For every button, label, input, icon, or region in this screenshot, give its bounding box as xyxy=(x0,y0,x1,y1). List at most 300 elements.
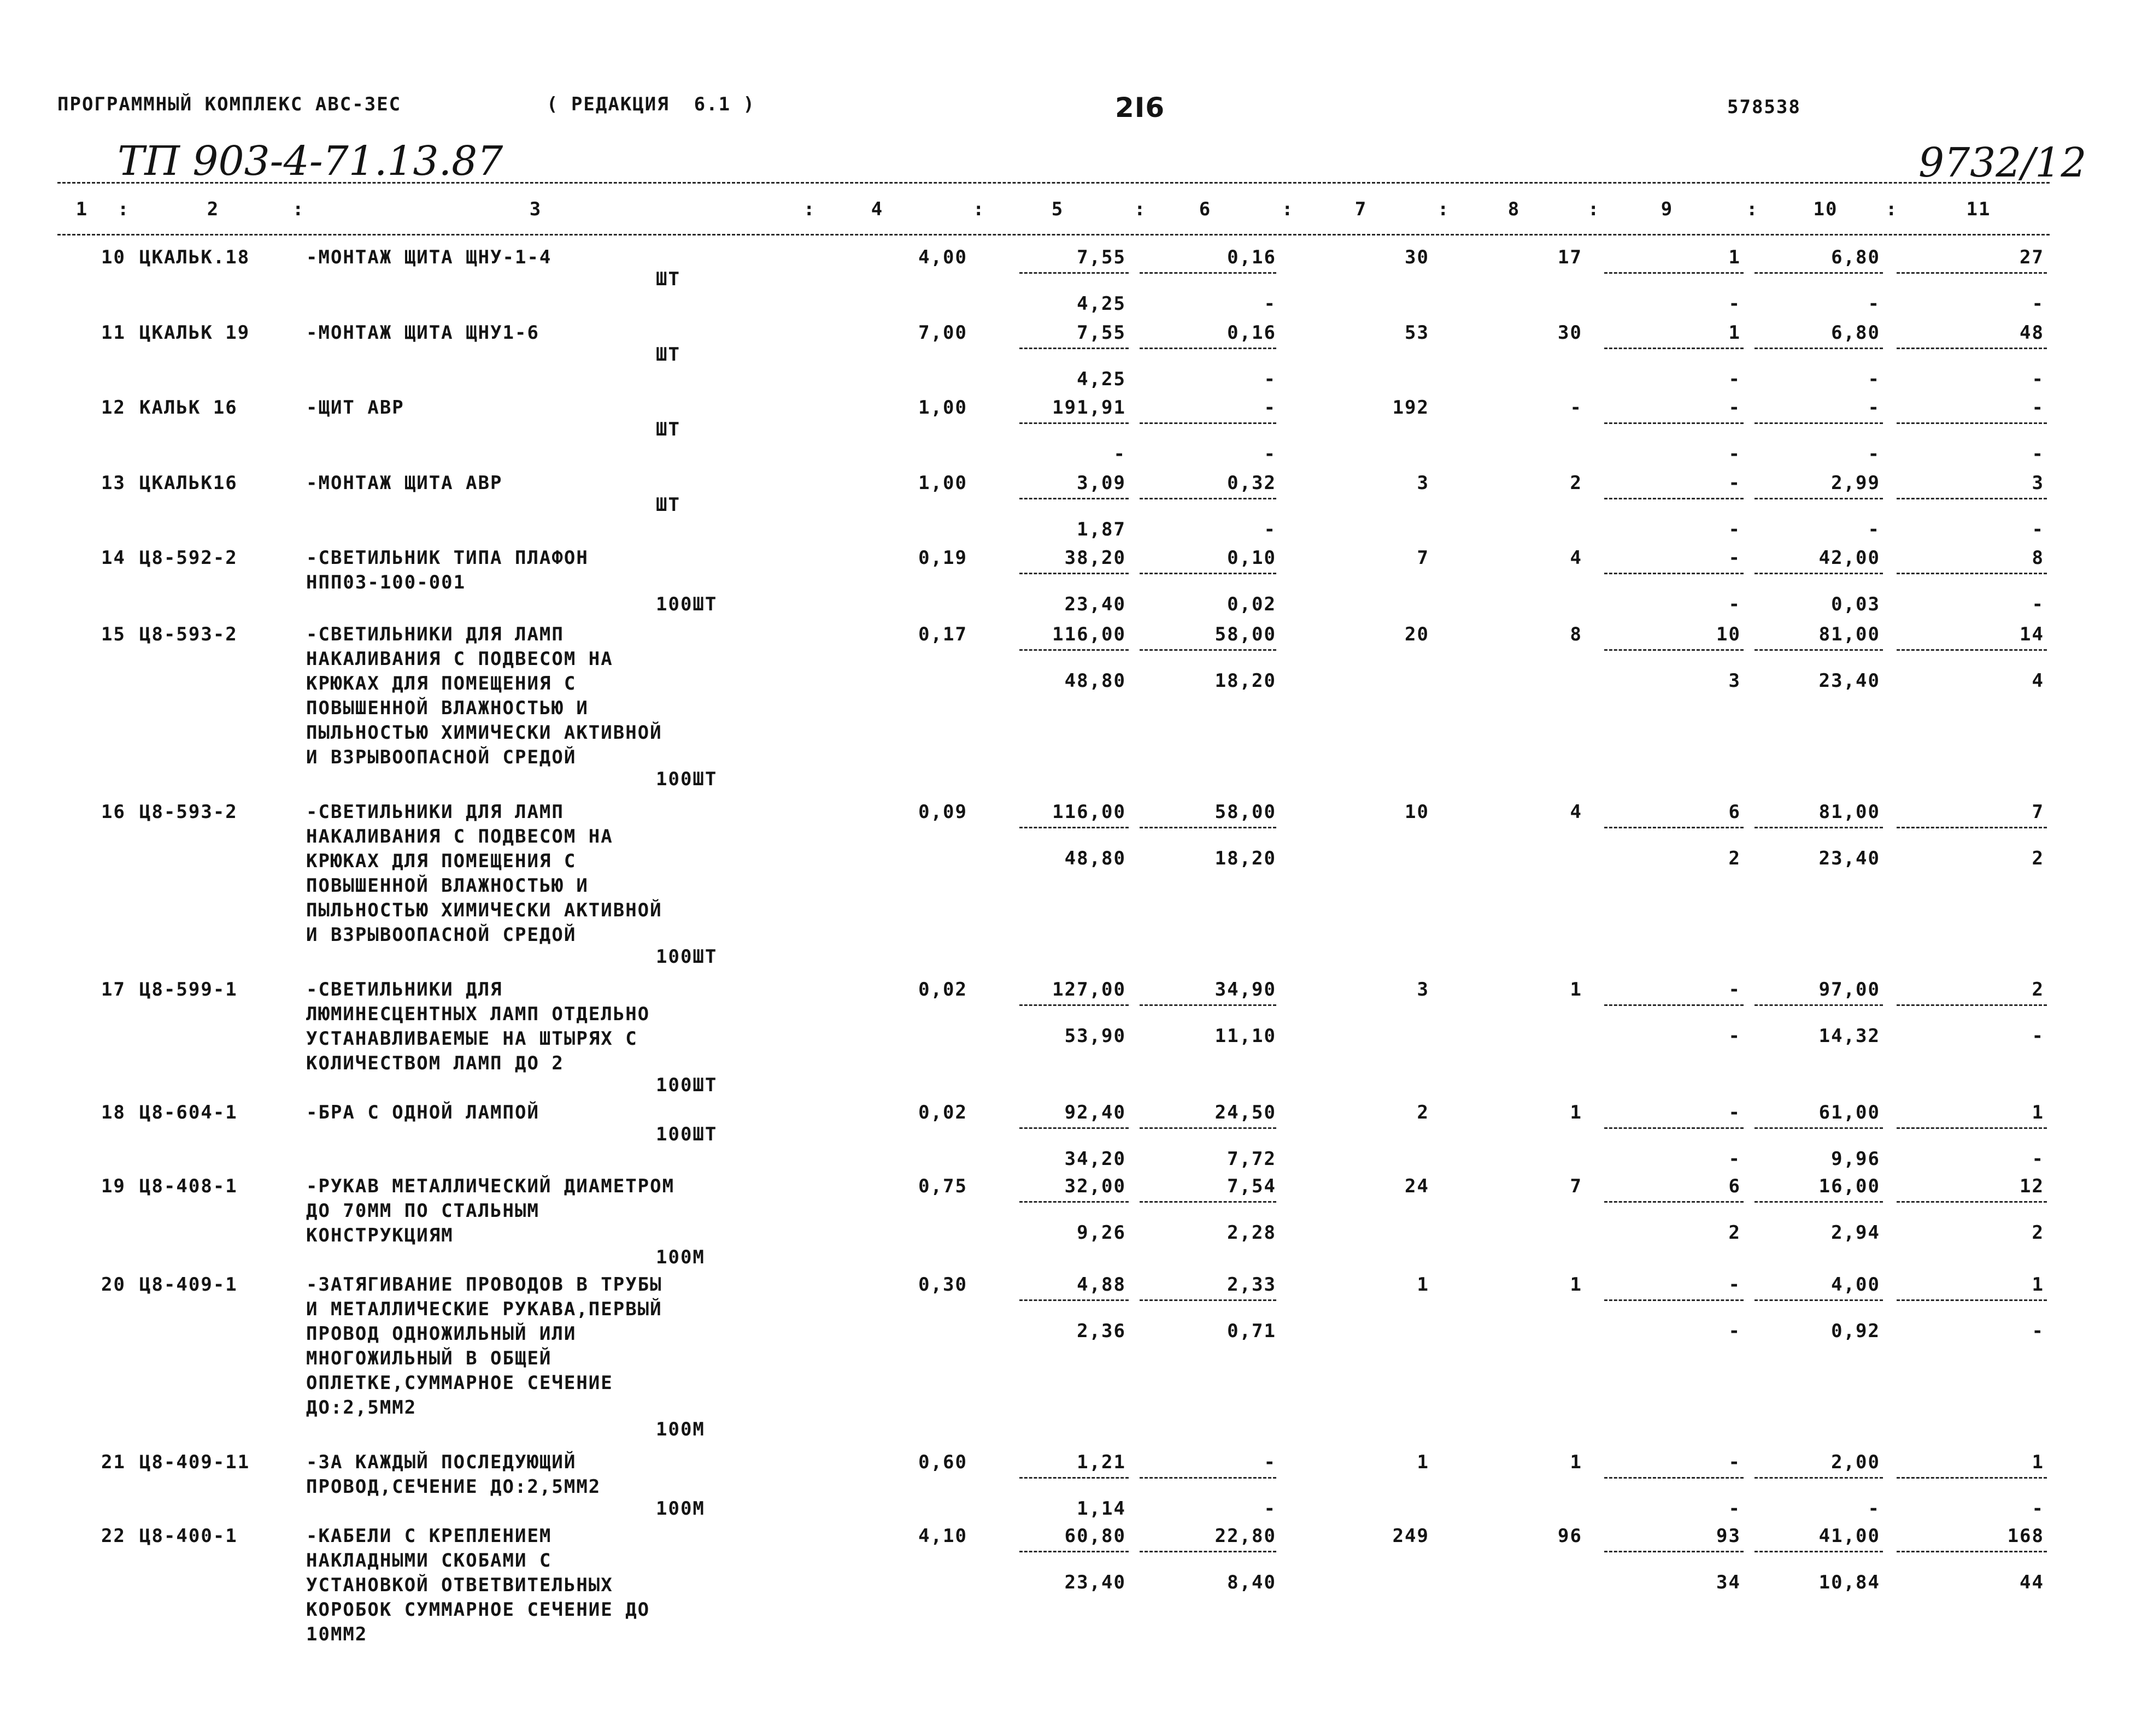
work-description: КОНСТРУКЦИЯМ xyxy=(306,1225,454,1246)
work-description: И ВЗРЫВООПАСНОЙ СРЕДОЙ xyxy=(306,746,577,768)
column-separator: : xyxy=(1282,198,1294,220)
unit-machine-wage: - xyxy=(1264,519,1276,540)
quantity: 0,60 xyxy=(918,1451,967,1473)
labour-unit: 41,00 xyxy=(1818,1525,1880,1547)
labour-cost-second: - xyxy=(1728,1320,1741,1342)
work-description: УСТАНАВЛИВАЕМЫЕ НА ШТЫРЯХ С xyxy=(306,1028,638,1050)
quantity: 1,00 xyxy=(918,472,967,494)
labour-unit: 61,00 xyxy=(1818,1102,1880,1123)
unit-cost: 4,88 xyxy=(1077,1274,1126,1296)
total-machine-cost: 2 xyxy=(1570,472,1582,494)
labour-unit-second: 23,40 xyxy=(1818,848,1880,869)
labour-separator xyxy=(1755,1127,1883,1129)
cost-separator xyxy=(1140,649,1276,651)
labour-separator xyxy=(1604,1299,1744,1301)
unit-cost: 191,91 xyxy=(1052,397,1126,419)
work-description: ПРОВОД,СЕЧЕНИЕ ДО:2,5ММ2 xyxy=(306,1476,601,1498)
total-cost: 10 xyxy=(1405,801,1429,823)
quantity: 0,19 xyxy=(918,547,967,569)
work-description: ПОВЫШЕННОЙ ВЛАЖНОСТЬЮ И xyxy=(306,875,589,897)
quantity: 0,02 xyxy=(918,1102,967,1123)
pricing-code: ЦКАЛЬК16 xyxy=(139,472,238,494)
total-cost: 249 xyxy=(1392,1525,1429,1547)
edition: ( РЕДАКЦИЯ 6.1 ) xyxy=(547,93,755,115)
unit-cost: 7,55 xyxy=(1077,322,1126,344)
cost-separator xyxy=(1019,1299,1129,1301)
labour-separator xyxy=(1755,1004,1883,1006)
labour-separator xyxy=(1604,422,1744,424)
labour-total-second: - xyxy=(2032,443,2044,465)
labour-total: 1 xyxy=(2032,1451,2044,1473)
cost-separator xyxy=(1019,1551,1129,1552)
labour-cost-second: - xyxy=(1728,1498,1741,1520)
work-description: -ЗАТЯГИВАНИЕ ПРОВОДОВ В ТРУБЫ xyxy=(306,1274,662,1296)
unit-machine-wage: 2,28 xyxy=(1227,1222,1276,1244)
column-header-7: 7 xyxy=(1354,198,1368,220)
labour-total: 1 xyxy=(2032,1102,2044,1123)
total-machine-cost: 4 xyxy=(1570,547,1582,569)
labour-unit-second: 23,40 xyxy=(1818,670,1880,692)
labour-total: 7 xyxy=(2032,801,2044,823)
work-description: НАКАЛИВАНИЯ С ПОДВЕСОМ НА xyxy=(306,826,613,848)
labour-separator xyxy=(1755,348,1883,349)
unit-machine-cost: 7,54 xyxy=(1227,1175,1276,1197)
labour-unit: 16,00 xyxy=(1818,1175,1880,1197)
labour-separator xyxy=(1604,827,1744,828)
column-separator: : xyxy=(1588,198,1600,220)
labour-total: 1 xyxy=(2032,1274,2044,1296)
album-code: 9732/12 xyxy=(1918,139,2087,186)
cost-separator xyxy=(1019,1201,1129,1203)
quantity: 0,75 xyxy=(918,1175,967,1197)
labour-cost: 1 xyxy=(1728,246,1741,268)
unit-machine-cost: 0,16 xyxy=(1227,322,1276,344)
labour-unit: 4,00 xyxy=(1831,1274,1880,1296)
work-description: -БРА С ОДНОЙ ЛАМПОЙ xyxy=(306,1102,539,1123)
cost-separator xyxy=(1140,1299,1276,1301)
labour-separator xyxy=(1755,1201,1883,1203)
total-machine-cost: 4 xyxy=(1570,801,1582,823)
unit-cost: 32,00 xyxy=(1064,1175,1126,1197)
labour-total-second: - xyxy=(2032,1148,2044,1170)
row-number: 17 xyxy=(101,979,126,1001)
total-cost: 20 xyxy=(1405,623,1429,645)
work-description: КРЮКАХ ДЛЯ ПОМЕЩЕНИЯ С xyxy=(306,673,577,695)
labour-separator xyxy=(1755,422,1883,424)
work-description: УСТАНОВКОЙ ОТВЕТВИТЕЛЬНЫХ xyxy=(306,1574,613,1596)
cost-separator xyxy=(1019,272,1129,274)
labour-unit-second: - xyxy=(1868,368,1880,390)
labour-total-second: 2 xyxy=(2032,848,2044,869)
total-cost: 3 xyxy=(1417,979,1429,1001)
pricing-code: Ц8-592-2 xyxy=(139,547,238,569)
labour-separator xyxy=(1755,1551,1883,1552)
labour-separator xyxy=(1897,348,2047,349)
project-code: ТП 903-4-71.13.87 xyxy=(118,138,503,185)
column-header-3: 3 xyxy=(529,198,542,220)
total-cost: 24 xyxy=(1405,1175,1429,1197)
quantity: 0,09 xyxy=(918,801,967,823)
labour-unit-second: 14,32 xyxy=(1818,1025,1880,1047)
labour-separator xyxy=(1604,1551,1744,1552)
column-header-9: 9 xyxy=(1660,198,1674,220)
unit-machine-cost: 0,10 xyxy=(1227,547,1276,569)
labour-separator xyxy=(1604,573,1744,574)
unit-wage-cost: 23,40 xyxy=(1064,593,1126,615)
row-number: 20 xyxy=(101,1274,126,1296)
work-description: ПЫЛЬНОСТЬЮ ХИМИЧЕСКИ АКТИВНОЙ xyxy=(306,722,662,744)
work-description: КРЮКАХ ДЛЯ ПОМЕЩЕНИЯ С xyxy=(306,850,577,872)
work-description: -СВЕТИЛЬНИКИ ДЛЯ ЛАМП xyxy=(306,801,564,823)
cost-separator xyxy=(1019,1477,1129,1479)
unit-cost: 127,00 xyxy=(1052,979,1126,1001)
unit-wage-cost: 34,20 xyxy=(1064,1148,1126,1170)
column-separator: : xyxy=(1886,198,1898,220)
work-description: НАКАЛИВАНИЯ С ПОДВЕСОМ НА xyxy=(306,648,613,670)
labour-separator xyxy=(1897,272,2047,274)
labour-cost: 1 xyxy=(1728,322,1741,344)
document-code: 578538 xyxy=(1727,96,1801,118)
cost-separator xyxy=(1019,422,1129,424)
unit-of-measure: 100ШТ xyxy=(656,593,718,615)
pricing-code: Ц8-409-11 xyxy=(139,1451,250,1473)
labour-separator xyxy=(1897,1477,2047,1479)
unit-machine-wage: 0,71 xyxy=(1227,1320,1276,1342)
labour-total: 3 xyxy=(2032,472,2044,494)
labour-unit: 2,00 xyxy=(1831,1451,1880,1473)
labour-cost-second: - xyxy=(1728,1148,1741,1170)
unit-cost: 1,21 xyxy=(1077,1451,1126,1473)
work-description: НПП03-100-001 xyxy=(306,572,466,593)
unit-machine-wage: - xyxy=(1264,443,1276,465)
labour-cost-second: 2 xyxy=(1728,1222,1741,1244)
work-description: ДО 70ММ ПО СТАЛЬНЫМ xyxy=(306,1200,539,1222)
labour-unit-second: - xyxy=(1868,1498,1880,1520)
unit-machine-wage: 0,02 xyxy=(1227,593,1276,615)
labour-separator xyxy=(1897,1201,2047,1203)
unit-machine-wage: 18,20 xyxy=(1214,670,1276,692)
total-machine-cost: 1 xyxy=(1570,979,1582,1001)
labour-cost-second: - xyxy=(1728,593,1741,615)
labour-cost-second: - xyxy=(1728,368,1741,390)
unit-wage-cost: 1,87 xyxy=(1077,519,1126,540)
labour-cost: - xyxy=(1728,547,1741,569)
total-cost: 192 xyxy=(1392,397,1429,419)
labour-total: 14 xyxy=(2020,623,2044,645)
cost-separator xyxy=(1019,1004,1129,1006)
total-cost: 3 xyxy=(1417,472,1429,494)
unit-machine-cost: 0,32 xyxy=(1227,472,1276,494)
unit-cost: 38,20 xyxy=(1064,547,1126,569)
labour-total-second: - xyxy=(2032,293,2044,315)
column-separator: : xyxy=(973,198,985,220)
quantity: 4,10 xyxy=(918,1525,967,1547)
quantity: 0,30 xyxy=(918,1274,967,1296)
unit-machine-cost: 24,50 xyxy=(1214,1102,1276,1123)
labour-total: 2 xyxy=(2032,979,2044,1001)
labour-unit: 81,00 xyxy=(1818,623,1880,645)
column-header-2: 2 xyxy=(207,198,220,220)
work-description: ДО:2,5ММ2 xyxy=(306,1397,417,1419)
header-rule xyxy=(57,234,2050,236)
labour-total: - xyxy=(2032,397,2044,419)
labour-unit-second: 10,84 xyxy=(1818,1572,1880,1593)
unit-machine-wage: - xyxy=(1264,1498,1276,1520)
cost-separator xyxy=(1140,272,1276,274)
unit-machine-cost: 34,90 xyxy=(1214,979,1276,1001)
cost-separator xyxy=(1140,1004,1276,1006)
labour-total-second: - xyxy=(2032,519,2044,540)
column-header-5: 5 xyxy=(1051,198,1064,220)
cost-separator xyxy=(1140,1551,1276,1552)
work-description: -РУКАВ МЕТАЛЛИЧЕСКИЙ ДИАМЕТРОМ xyxy=(306,1175,675,1197)
unit-of-measure: 100М xyxy=(656,1419,705,1440)
work-description: ПРОВОД ОДНОЖИЛЬНЫЙ ИЛИ xyxy=(306,1323,577,1345)
column-separator: : xyxy=(1134,198,1147,220)
pricing-code: Ц8-599-1 xyxy=(139,979,238,1001)
labour-cost: 6 xyxy=(1728,1175,1741,1197)
labour-cost-second: 2 xyxy=(1728,848,1741,869)
work-description: -ЩИТ АВР xyxy=(306,397,404,419)
labour-unit: 2,99 xyxy=(1831,472,1880,494)
unit-of-measure: 100ШТ xyxy=(656,946,718,968)
labour-total-second: 4 xyxy=(2032,670,2044,692)
row-number: 19 xyxy=(101,1175,126,1197)
labour-unit: - xyxy=(1868,397,1880,419)
row-number: 10 xyxy=(101,246,126,268)
labour-unit-second: 2,94 xyxy=(1831,1222,1880,1244)
unit-of-measure: 100М xyxy=(656,1246,705,1268)
unit-of-measure: 100ШТ xyxy=(656,768,718,790)
work-description: -СВЕТИЛЬНИК ТИПА ПЛАФОН xyxy=(306,547,589,569)
work-description: -ЗА КАЖДЫЙ ПОСЛЕДУЮЩИЙ xyxy=(306,1451,577,1473)
unit-wage-cost: 4,25 xyxy=(1077,293,1126,315)
labour-cost-second: 3 xyxy=(1728,670,1741,692)
work-description: И МЕТАЛЛИЧЕСКИЕ РУКАВА,ПЕРВЫЙ xyxy=(306,1298,662,1320)
unit-wage-cost: 48,80 xyxy=(1064,848,1126,869)
total-machine-cost: 96 xyxy=(1558,1525,1582,1547)
total-cost: 53 xyxy=(1405,322,1429,344)
labour-separator xyxy=(1897,1127,2047,1129)
cost-separator xyxy=(1140,573,1276,574)
total-cost: 1 xyxy=(1417,1451,1429,1473)
unit-wage-cost: 9,26 xyxy=(1077,1222,1126,1244)
labour-unit: 6,80 xyxy=(1831,322,1880,344)
labour-separator xyxy=(1755,573,1883,574)
labour-separator xyxy=(1604,1201,1744,1203)
work-description: -СВЕТИЛЬНИКИ ДЛЯ ЛАМП xyxy=(306,623,564,645)
cost-separator xyxy=(1140,498,1276,499)
work-description: -МОНТАЖ ЩИТА ЩНУ-1-4 xyxy=(306,246,552,268)
labour-separator xyxy=(1604,348,1744,349)
column-header-1: 1 xyxy=(75,198,89,220)
labour-total: 27 xyxy=(2020,246,2044,268)
unit-wage-cost: 4,25 xyxy=(1077,368,1126,390)
labour-unit-second: - xyxy=(1868,519,1880,540)
row-number: 22 xyxy=(101,1525,126,1547)
labour-cost-second: - xyxy=(1728,1025,1741,1047)
labour-cost: - xyxy=(1728,1451,1741,1473)
pricing-code: КАЛЬК 16 xyxy=(139,397,238,419)
cost-separator xyxy=(1140,827,1276,828)
work-description: НАКЛАДНЫМИ СКОБАМИ С xyxy=(306,1550,552,1572)
unit-machine-wage: - xyxy=(1264,368,1276,390)
program-name: ПРОГРАММНЫЙ КОМПЛЕКС АВС-3ЕС xyxy=(57,93,402,115)
total-machine-cost: 1 xyxy=(1570,1451,1582,1473)
labour-separator xyxy=(1604,272,1744,274)
work-description: И ВЗРЫВООПАСНОЙ СРЕДОЙ xyxy=(306,924,577,946)
work-description: ОПЛЕТКЕ,СУММАРНОЕ СЕЧЕНИЕ xyxy=(306,1372,613,1394)
pricing-code: ЦКАЛЬК.18 xyxy=(139,246,250,268)
work-description: МНОГОЖИЛЬНЫЙ В ОБЩЕЙ xyxy=(306,1347,552,1369)
cost-separator xyxy=(1140,422,1276,424)
labour-unit: 6,80 xyxy=(1831,246,1880,268)
labour-separator xyxy=(1604,649,1744,651)
labour-separator xyxy=(1755,498,1883,499)
labour-total: 168 xyxy=(2007,1525,2044,1547)
unit-of-measure: ШТ xyxy=(656,494,680,516)
total-machine-cost: 17 xyxy=(1558,246,1582,268)
labour-separator xyxy=(1755,272,1883,274)
quantity: 0,02 xyxy=(918,979,967,1001)
work-description: КОЛИЧЕСТВОМ ЛАМП ДО 2 xyxy=(306,1052,564,1074)
cost-separator xyxy=(1140,1201,1276,1203)
labour-separator xyxy=(1604,1004,1744,1006)
unit-cost: 3,09 xyxy=(1077,472,1126,494)
unit-cost: 92,40 xyxy=(1064,1102,1126,1123)
column-header-10: 10 xyxy=(1813,198,1838,220)
labour-total-second: - xyxy=(2032,1498,2044,1520)
labour-total-second: - xyxy=(2032,593,2044,615)
quantity: 7,00 xyxy=(918,322,967,344)
labour-total-second: - xyxy=(2032,1320,2044,1342)
unit-machine-cost: 22,80 xyxy=(1214,1525,1276,1547)
unit-of-measure: 100ШТ xyxy=(656,1123,718,1145)
labour-cost-second: 34 xyxy=(1716,1572,1741,1593)
labour-separator xyxy=(1897,1004,2047,1006)
labour-unit-second: 0,03 xyxy=(1831,593,1880,615)
labour-cost: - xyxy=(1728,1102,1741,1123)
labour-cost-second: - xyxy=(1728,443,1741,465)
cost-separator xyxy=(1140,1127,1276,1129)
unit-machine-cost: 58,00 xyxy=(1214,801,1276,823)
row-number: 18 xyxy=(101,1102,126,1123)
total-machine-cost: 30 xyxy=(1558,322,1582,344)
work-description: -МОНТАЖ ЩИТА АВР xyxy=(306,472,503,494)
cost-separator xyxy=(1019,573,1129,574)
unit-wage-cost: 2,36 xyxy=(1077,1320,1126,1342)
row-number: 13 xyxy=(101,472,126,494)
row-number: 16 xyxy=(101,801,126,823)
cost-separator xyxy=(1019,498,1129,499)
top-rule xyxy=(57,182,2050,184)
row-number: 11 xyxy=(101,322,126,344)
unit-machine-wage: - xyxy=(1264,293,1276,315)
work-description: ЛЮМИНЕСЦЕНТНЫХ ЛАМП ОТДЕЛЬНО xyxy=(306,1003,650,1025)
total-machine-cost: - xyxy=(1570,397,1582,419)
cost-separator xyxy=(1140,348,1276,349)
unit-machine-wage: 7,72 xyxy=(1227,1148,1276,1170)
unit-machine-cost: 2,33 xyxy=(1227,1274,1276,1296)
work-description: ПОВЫШЕННОЙ ВЛАЖНОСТЬЮ И xyxy=(306,697,589,719)
cost-separator xyxy=(1019,348,1129,349)
work-description: -МОНТАЖ ЩИТА ЩНУ1-6 xyxy=(306,322,539,344)
unit-machine-cost: 0,16 xyxy=(1227,246,1276,268)
cost-separator xyxy=(1019,1127,1129,1129)
row-number: 15 xyxy=(101,623,126,645)
row-number: 21 xyxy=(101,1451,126,1473)
labour-total-second: - xyxy=(2032,1025,2044,1047)
total-cost: 30 xyxy=(1405,246,1429,268)
labour-cost: - xyxy=(1728,472,1741,494)
quantity: 0,17 xyxy=(918,623,967,645)
unit-machine-wage: 18,20 xyxy=(1214,848,1276,869)
labour-total-second: 44 xyxy=(2020,1572,2044,1593)
labour-separator xyxy=(1897,498,2047,499)
pricing-code: Ц8-409-1 xyxy=(139,1274,238,1296)
labour-total-second: - xyxy=(2032,368,2044,390)
work-description: КОРОБОК СУММАРНОЕ СЕЧЕНИЕ ДО xyxy=(306,1599,650,1621)
labour-separator xyxy=(1755,649,1883,651)
pricing-code: Ц8-604-1 xyxy=(139,1102,238,1123)
labour-cost: 10 xyxy=(1716,623,1741,645)
labour-total: 12 xyxy=(2020,1175,2044,1197)
labour-cost: 6 xyxy=(1728,801,1741,823)
unit-cost: 116,00 xyxy=(1052,801,1126,823)
unit-cost: 60,80 xyxy=(1064,1525,1126,1547)
total-machine-cost: 7 xyxy=(1570,1175,1582,1197)
column-separator: : xyxy=(118,198,130,220)
labour-separator xyxy=(1897,649,2047,651)
cost-separator xyxy=(1140,1477,1276,1479)
total-cost: 1 xyxy=(1417,1274,1429,1296)
work-description: -КАБЕЛИ С КРЕПЛЕНИЕМ xyxy=(306,1525,552,1547)
page-number: 2I6 xyxy=(1115,92,1165,123)
labour-unit-second: - xyxy=(1868,443,1880,465)
labour-separator xyxy=(1897,573,2047,574)
unit-machine-cost: - xyxy=(1264,397,1276,419)
labour-unit-second: - xyxy=(1868,293,1880,315)
labour-separator xyxy=(1897,1551,2047,1552)
pricing-code: Ц8-408-1 xyxy=(139,1175,238,1197)
labour-separator xyxy=(1755,827,1883,828)
labour-separator xyxy=(1604,1477,1744,1479)
column-header-6: 6 xyxy=(1199,198,1212,220)
unit-cost: 116,00 xyxy=(1052,623,1126,645)
labour-total: 8 xyxy=(2032,547,2044,569)
labour-cost: - xyxy=(1728,1274,1741,1296)
column-header-11: 11 xyxy=(1966,198,1991,220)
quantity: 1,00 xyxy=(918,397,967,419)
labour-total-second: 2 xyxy=(2032,1222,2044,1244)
labour-cost: 93 xyxy=(1716,1525,1741,1547)
labour-cost: - xyxy=(1728,397,1741,419)
row-number: 14 xyxy=(101,547,126,569)
unit-of-measure: 100М xyxy=(656,1498,705,1520)
labour-cost-second: - xyxy=(1728,519,1741,540)
column-separator: : xyxy=(1437,198,1450,220)
cost-separator xyxy=(1019,827,1129,828)
total-cost: 2 xyxy=(1417,1102,1429,1123)
column-separator: : xyxy=(1746,198,1759,220)
labour-separator xyxy=(1897,1299,2047,1301)
total-cost: 7 xyxy=(1417,547,1429,569)
labour-separator xyxy=(1604,1127,1744,1129)
unit-of-measure: ШТ xyxy=(656,344,680,366)
work-description: ПЫЛЬНОСТЬЮ ХИМИЧЕСКИ АКТИВНОЙ xyxy=(306,899,662,921)
unit-wage-cost: 48,80 xyxy=(1064,670,1126,692)
column-header-4: 4 xyxy=(871,198,884,220)
